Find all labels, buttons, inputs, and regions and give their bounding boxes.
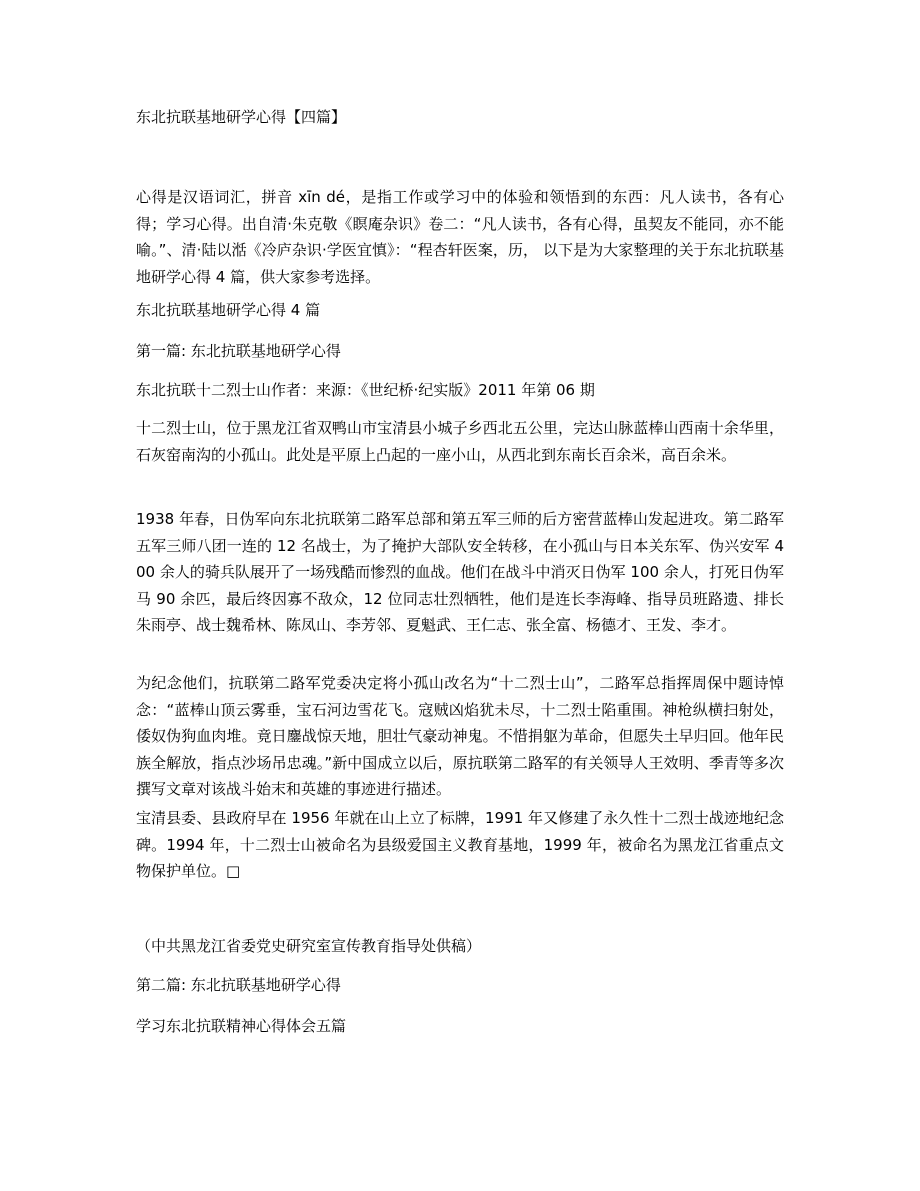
article-source-line: 东北抗联十二烈士山作者：来源：《世纪桥·纪实版》2011 年第 06 期 [136, 381, 595, 399]
body-paragraph: 为纪念他们，抗联第二路军党委决定将小孤山改名为“十二烈士山”，二路军总指挥周保中题诗悼念：“蓝棒山顶云雾垂，宝石河边雪花飞。寇贼凶焰犹未尽，十二烈士陷重围。神枪纵横扫射处，倭奴伪狗血肉堆。竟日鏖战惊天地，胆壮气豪动神鬼。不惜捐躯为革命，但愿失土早归回。他年民族全解放，指点沙场吊忠魂。”新中国成立以后，原抗联第二路军的有关领导人王效明、季青等多次撰写文章对该战斗始末和英雄的事迹进行描述。 [136, 674, 784, 798]
second-article-heading: 第二篇: 东北抗联基地研学心得 [136, 976, 341, 994]
credit-line: （中共黑龙江省委党史研究室宣传教育指导处供稿） [136, 937, 482, 955]
body-paragraph: 宝清县委、县政府早在 1956 年就在山上立了标牌，1991 年又修建了永久性十二烈士战迹地纪念碑。1994 年，十二烈士山被命名为县级爱国主义教育基地，1999 年，被命名为黑龙江省重点文物保护单位。□ [136, 809, 784, 880]
first-article-heading: 第一篇: 东北抗联基地研学心得 [136, 342, 341, 360]
second-article-subheading: 学习东北抗联精神心得体会五篇 [136, 1017, 347, 1035]
body-paragraph: 1938 年春，日伪军向东北抗联第二路军总部和第五军三师的后方密营蓝棒山发起进攻。第二路军五军三师八团一连的 12 名战士，为了掩护大部队安全转移，在小孤山与日本关东军、伪兴安军 400 余人的骑兵队展开了一场残酷而惨烈的血战。他们在战斗中消灭日伪军 100 余人，打死日伪军马 90 余匹，最后终因寡不敌众，12 位同志壮烈牺牲，他们是连长李海峰、指导员班路遗、排长朱雨亭、战士魏希林、陈凤山、李芳邻、夏魁武、王仁志、张全富、杨德才、王发、李才。 [136, 510, 784, 634]
body-paragraph: 十二烈士山，位于黑龙江省双鸭山市宝清县小城子乡西北五公里，完达山脉蓝棒山西南十余华里，石灰窑南沟的小孤山。此处是平原上凸起的一座小山，从西北到东南长百余米，高百余米。 [136, 419, 784, 464]
document-title: 东北抗联基地研学心得【四篇】 [136, 108, 347, 126]
intro-paragraph: 心得是汉语词汇，拼音 xīn dé，是指工作或学习中的体验和领悟到的东西：凡人读书，各有心得；学习心得。出自清·朱克敬《瞑庵杂识》卷二：“凡人读书，各有心得，虽契友不能同，亦不能喻。”、清·陆以湉《冷庐杂识·学医宜慎》：“程杏轩医案，历， 以下是为大家整理的关于东北抗联基地研学心得 4 篇，供大家参考选择。 [136, 188, 784, 286]
list-heading: 东北抗联基地研学心得 4 篇 [136, 301, 321, 319]
